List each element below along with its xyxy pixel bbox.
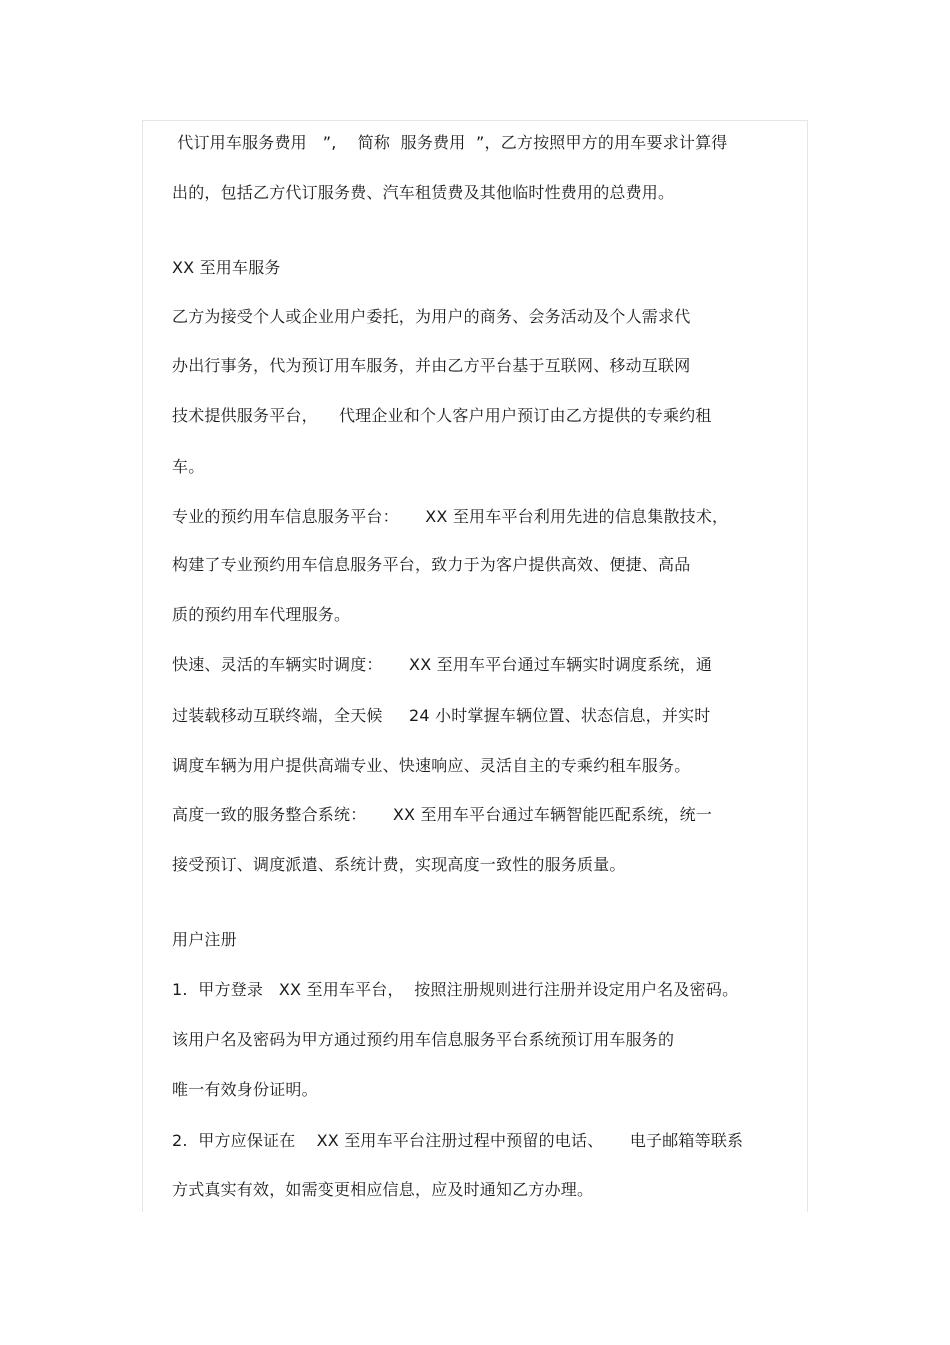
text-line: 2. 甲方应保证在 XX 至用车平台注册过程中预留的电话、 电子邮箱等联系 (172, 1131, 744, 1150)
text-line: 唯一有效身份证明。 (172, 1080, 318, 1099)
text-line: 构建了专业预约用车信息服务平台，致力于为客户提供高效、便捷、高品 (172, 555, 691, 574)
section-heading: XX 至用车服务 (172, 258, 281, 277)
text-line: 出的，包括乙方代订服务费、汽车租赁费及其他临时性费用的总费用。 (172, 183, 675, 202)
text-line: 质的预约用车代理服务。 (172, 605, 351, 624)
text-line: 高度一致的服务整合系统： XX 至用车平台通过车辆智能匹配系统，统一 (172, 805, 713, 824)
text-line: 乙方为接受个人或企业用户委托，为用户的商务、会务活动及个人需求代 (172, 307, 691, 326)
text-line: 过装载移动互联终端，全天候 24 小时掌握车辆位置、状态信息，并实时 (172, 706, 711, 725)
text-line: 调度车辆为用户提供高端专业、快速响应、灵活自主的专乘约租车服务。 (172, 756, 691, 775)
text-line: 车。 (172, 457, 205, 476)
text-line: 专业的预约用车信息服务平台： XX 至用车平台利用先进的信息集散技术， (172, 507, 729, 526)
text-line: 1. 甲方登录 XX 至用车平台， 按照注册规则进行注册并设定用户名及密码。 (172, 980, 739, 999)
section-heading: 用户注册 (172, 930, 237, 949)
text-line: 方式真实有效，如需变更相应信息，应及时通知乙方办理。 (172, 1180, 594, 1199)
text-line: 技术提供服务平台， 代理企业和个人客户用户预订由乙方提供的专乘约租 (172, 406, 712, 425)
text-line: 该用户名及密码为甲方通过预约用车信息服务平台系统预订用车服务的 (172, 1030, 675, 1049)
text-line: 代订用车服务费用 ”, 简称 服务费用 ”，乙方按照甲方的用车要求计算得 (172, 133, 728, 152)
text-line: 办出行事务，代为预订用车服务，并由乙方平台基于互联网、移动互联网 (172, 356, 691, 375)
text-line: 接受预订、调度派遣、系统计费，实现高度一致性的服务质量。 (172, 855, 626, 874)
text-line: 快速、灵活的车辆实时调度： XX 至用车平台通过车辆实时调度系统，通 (172, 655, 713, 674)
